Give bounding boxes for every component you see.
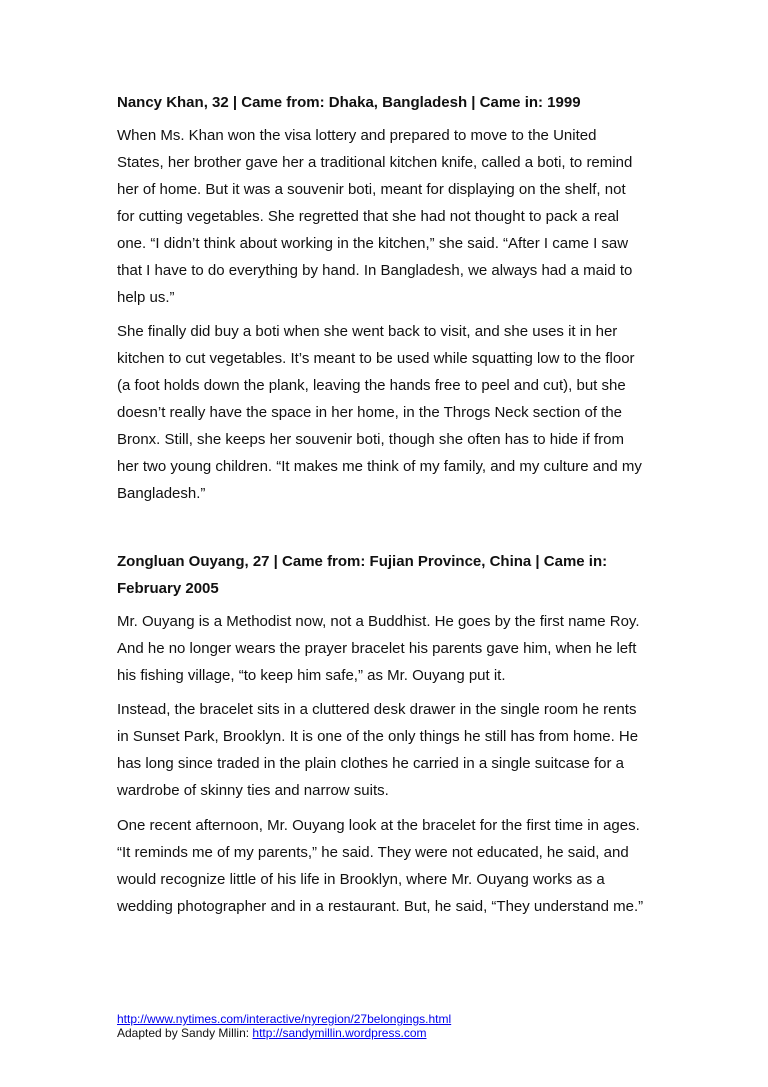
entry-paragraph: Instead, the bracelet sits in a cluttered desk drawer in the single room he rents in Sunset Park, Brooklyn. It is one of the only things he still has from home. He has long since traded in the plain clothes he carried in a single suitcase for a wardrobe of skinny ties and narrow suits. xyxy=(117,701,639,799)
footer-source-line xyxy=(117,1012,645,1026)
entry-paragraph: When Ms. Khan won the visa lottery and prepared to move to the United States, her brother gave her a traditional kitchen knife, called a boti, to remind her of home. But it was a souvenir boti, meant for displaying on the shelf, not for cutting vegetables. She regretted that she had not thought to pack a real one. “I didn’t think about working in the kitchen,” she said. “After I came I saw that I have to do everything by hand. In Bangladesh, we always had a maid to help us.” xyxy=(117,127,633,306)
source-link[interactable]: http://www.nytimes.com/interactive/nyregion/27belongings.html xyxy=(117,1012,452,1026)
entry-heading-zongluan-ouyang: Zongluan Ouyang, 27 | Came from: Fujian Province, China | Came in: February 2005 xyxy=(117,553,608,597)
entry-paragraph: One recent afternoon, Mr. Ouyang look at the bracelet for the first time in ages. “It reminds me of my parents,” he said. They were not educated, he said, and would recognize little of his life in Brooklyn, where Mr. Ouyang works as a wedding photographer and in a restaurant. But, he said, “They understand me.” xyxy=(117,817,644,915)
entry-paragraph: Mr. Ouyang is a Methodist now, not a Buddhist. He goes by the first name Roy. And he no longer wears the prayer bracelet his parents gave him, when he left his fishing village, “to keep him safe,” as Mr. Ouyang put it. xyxy=(117,613,640,684)
footer-credit-line xyxy=(117,1026,645,1040)
page-footer xyxy=(117,1012,645,1040)
blog-link[interactable]: http://sandymillin.wordpress.com xyxy=(252,1026,427,1040)
adapted-by-label: Adapted by Sandy Millin: xyxy=(117,1026,253,1040)
entry-paragraph: She finally did buy a boti when she went back to visit, and she uses it in her kitchen to cut vegetables. It’s meant to be used while squatting low to the floor (a foot holds down the plank, leaving the hands free to peel and cut), but she doesn’t really have the space in her home, in the Throgs Neck section of the Bronx. Still, she keeps her souvenir boti, though she often has to hide if from her two young children. “It makes me think of my family, and my culture and my Bangladesh.” xyxy=(117,323,642,502)
entry-heading-nancy-khan: Nancy Khan, 32 | Came from: Dhaka, Bangladesh | Came in: 1999 xyxy=(117,94,581,111)
document-page xyxy=(117,0,645,1087)
